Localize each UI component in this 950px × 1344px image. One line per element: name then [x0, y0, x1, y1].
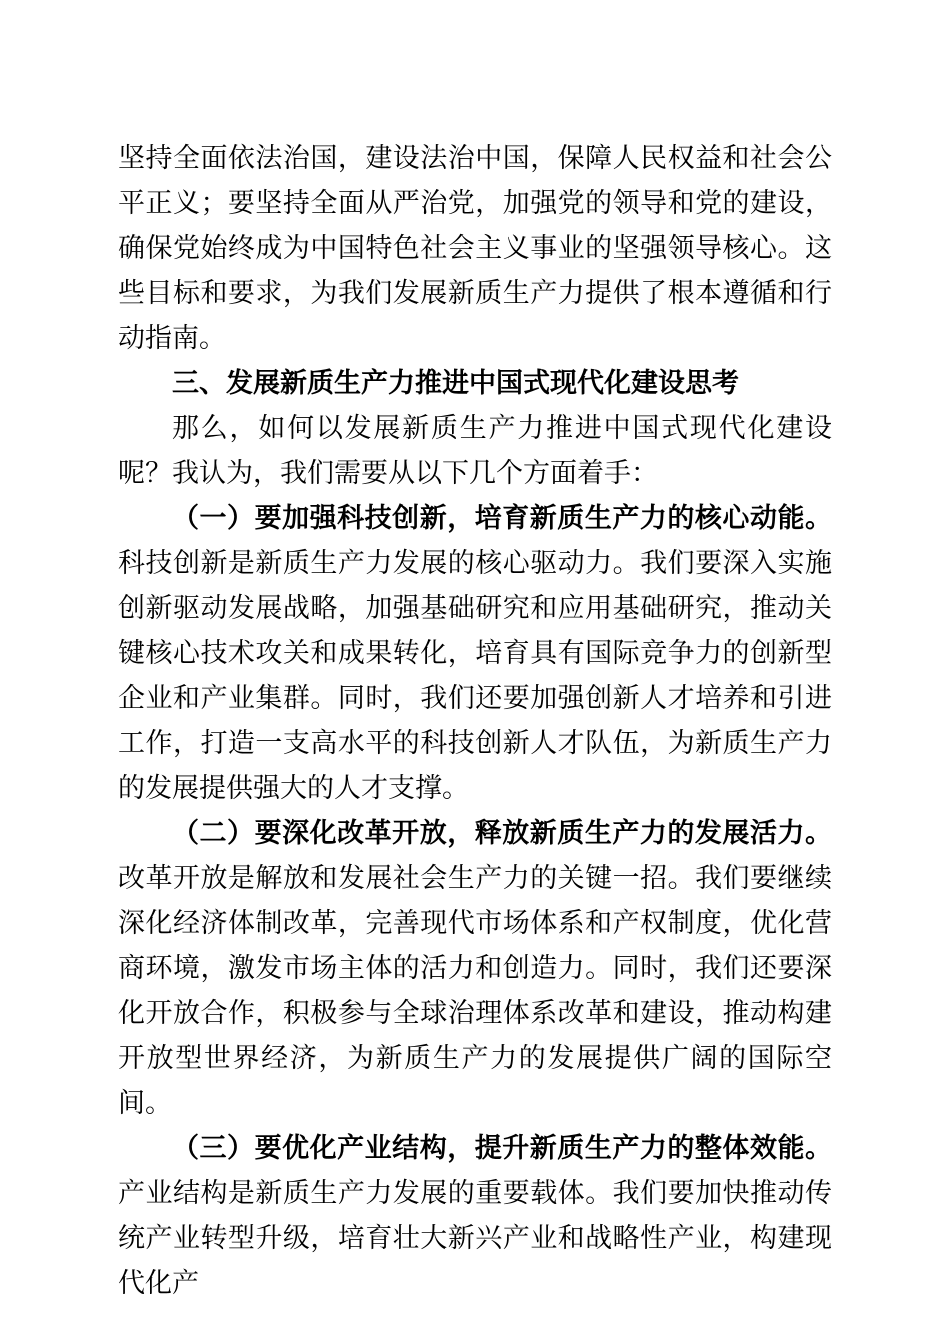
body-text: 坚持全面依法治国，建设法治中国，保障人民权益和社会公平正义；要坚持全面从严治党，加强党的领导和党的建设，确保党始终成为中国特色社会主义事业的坚强领导核心。这些目标和要求，为我们发展新质生产力提供了根本遵循和行动指南。 [118, 143, 832, 353]
section-heading [118, 361, 832, 406]
paragraph [118, 406, 832, 496]
paragraph [118, 136, 832, 361]
body-text: 那么，如何以发展新质生产力推进中国式现代化建设呢？我认为，我们需要从以下几个方面着手： [118, 413, 832, 488]
bold-lead-text: （三）要优化产业结构，提升新质生产力的整体效能。 [172, 1133, 832, 1163]
bold-lead-text: （一）要加强科技创新，培育新质生产力的核心动能。 [172, 503, 832, 533]
paragraph [118, 811, 832, 1126]
bold-lead-text: 三、发展新质生产力推进中国式现代化建设思考 [172, 368, 739, 398]
body-text: 改革开放是解放和发展社会生产力的关键一招。我们要继续深化经济体制改革，完善现代市场体系和产权制度，优化营商环境，激发市场主体的活力和创造力。同时，我们还要深化开放合作，积极参与全球治理体系改革和建设，推动构建开放型世界经济，为新质生产力的发展提供广阔的国际空间。 [118, 863, 832, 1118]
document-content [118, 136, 832, 1306]
paragraph [118, 496, 832, 811]
bold-lead-text: （二）要深化改革开放，释放新质生产力的发展活力。 [172, 818, 832, 848]
body-text: 产业结构是新质生产力发展的重要载体。我们要加快推动传统产业转型升级，培育壮大新兴产业和战略性产业，构建现代化产 [118, 1178, 832, 1298]
paragraph [118, 1126, 832, 1306]
body-text: 科技创新是新质生产力发展的核心驱动力。我们要深入实施创新驱动发展战略，加强基础研究和应用基础研究，推动关键核心技术攻关和成果转化，培育具有国际竞争力的创新型企业和产业集群。同时，我们还要加强创新人才培养和引进工作，打造一支高水平的科技创新人才队伍，为新质生产力的发展提供强大的人才支撑。 [118, 548, 832, 803]
